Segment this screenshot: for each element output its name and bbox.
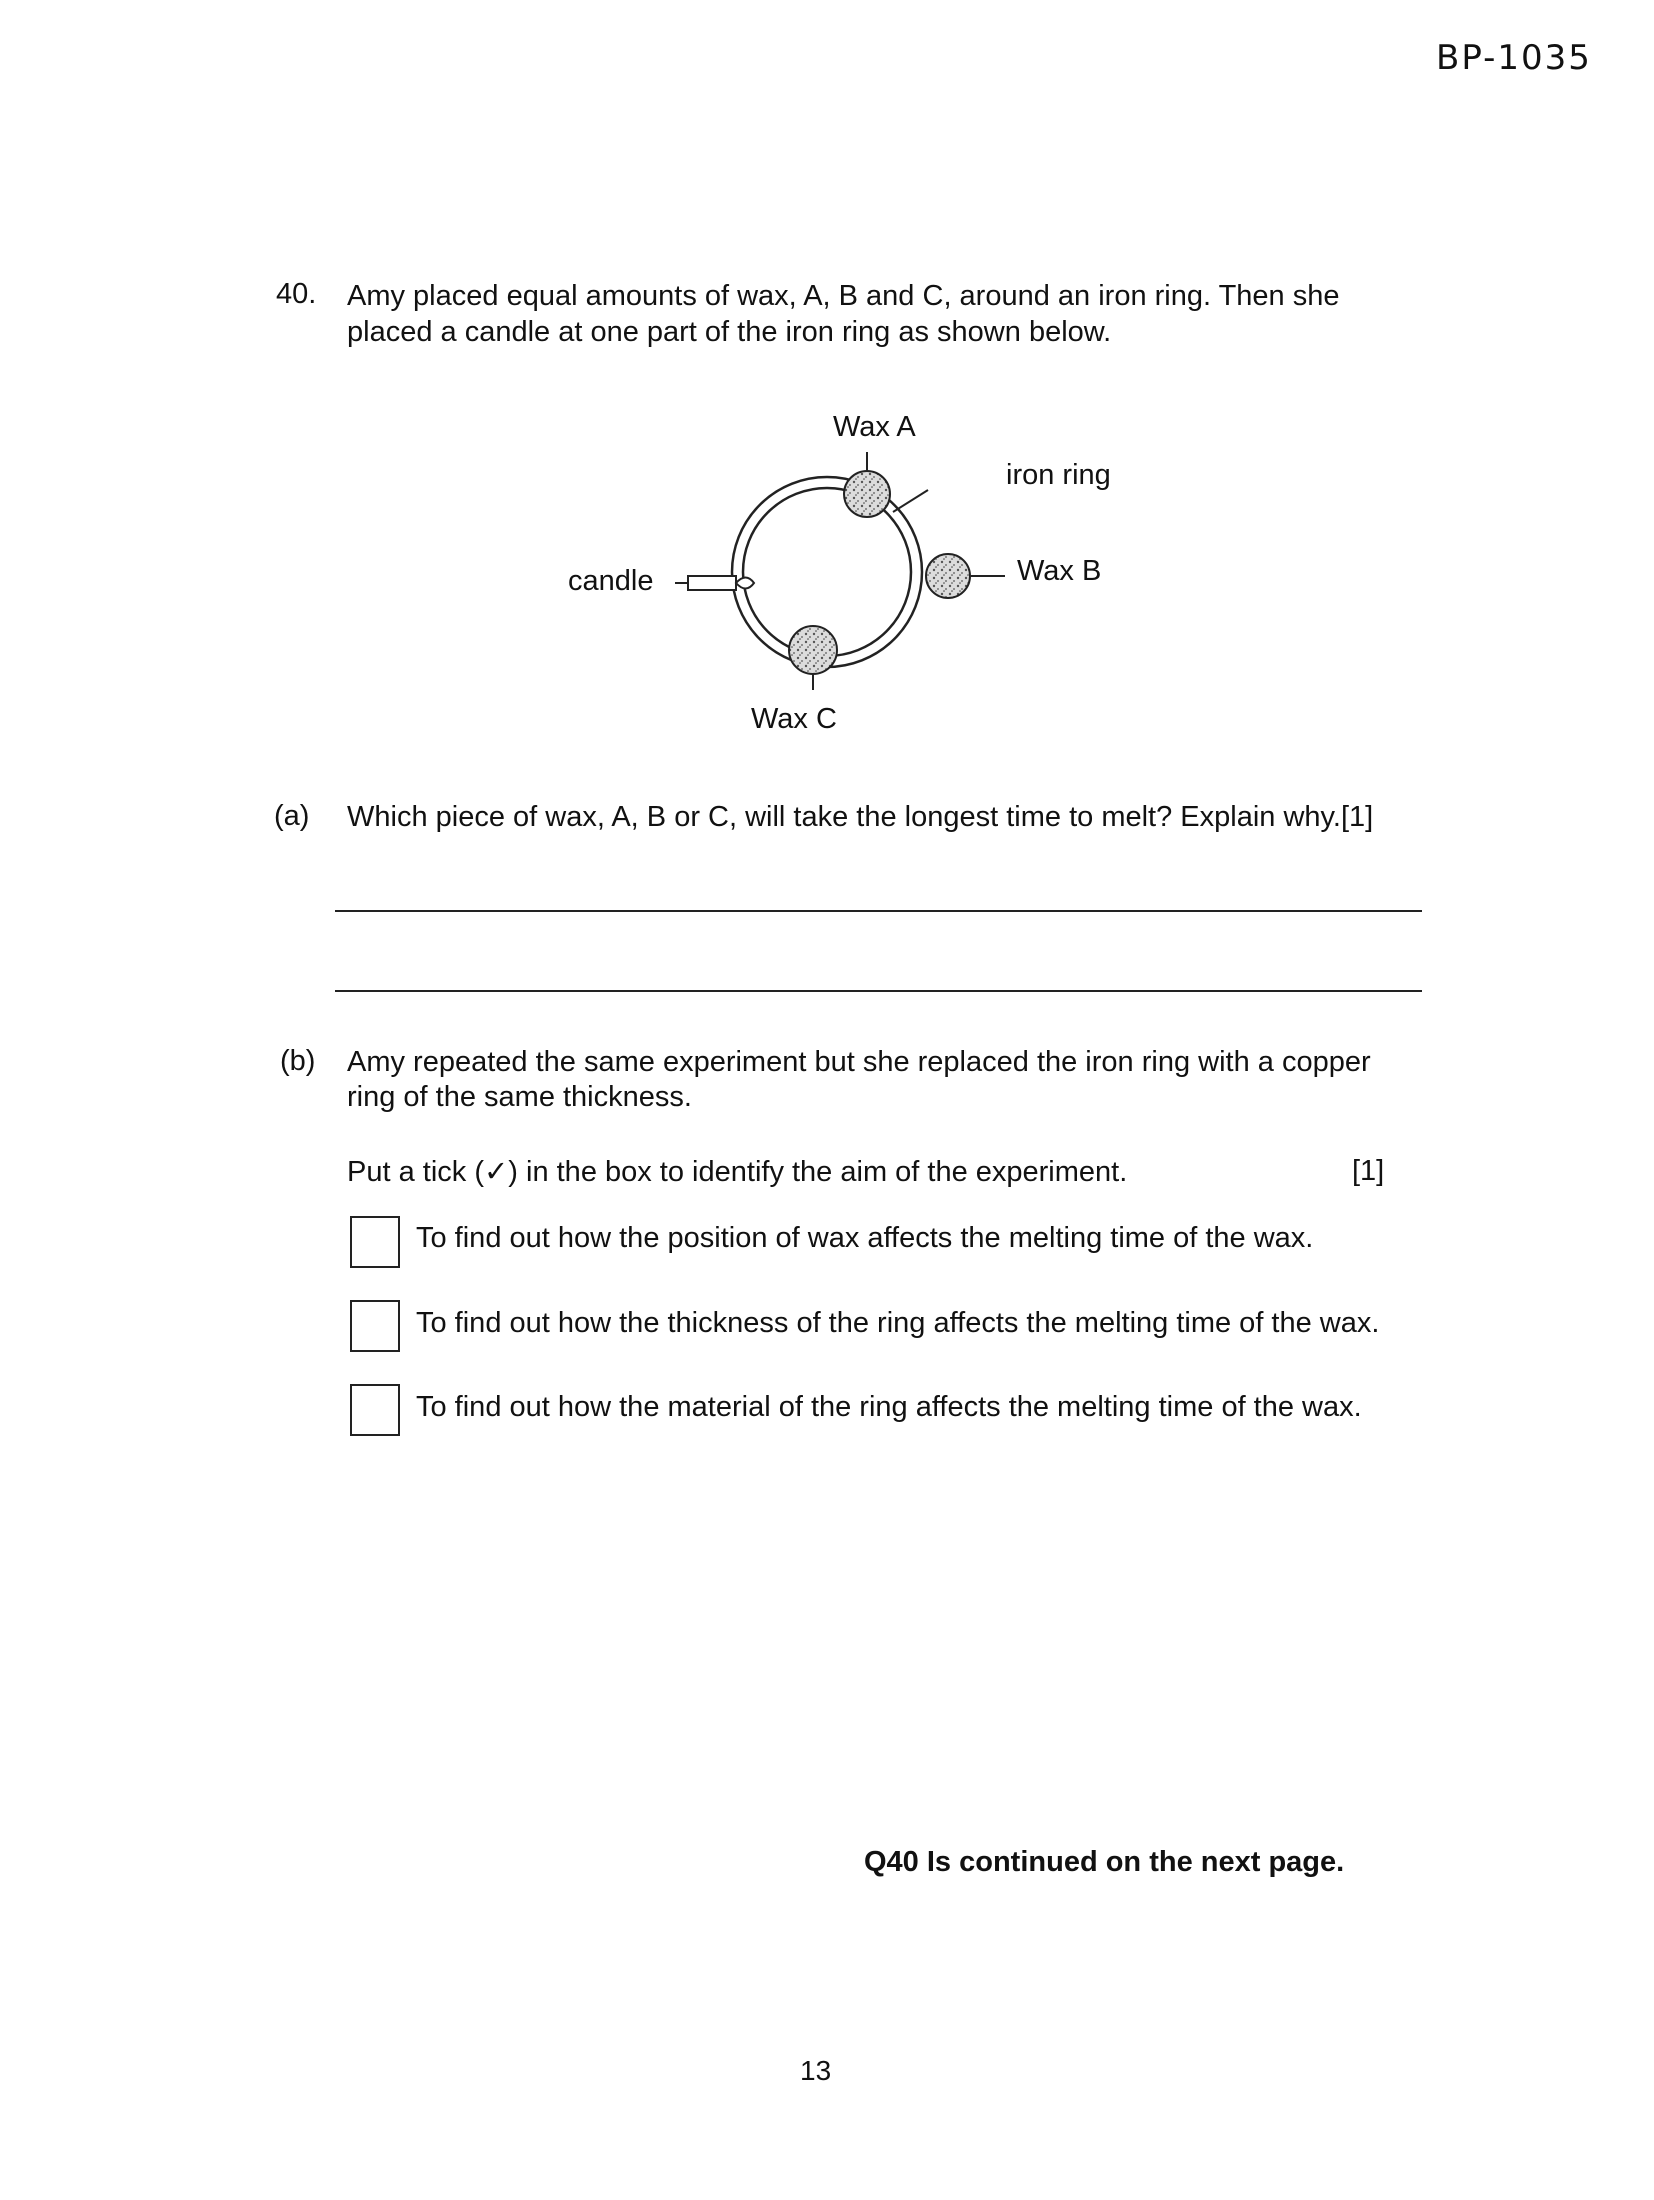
- label-wax-c: Wax C: [751, 703, 837, 735]
- page-number: 13: [800, 2055, 832, 2086]
- label-candle: candle: [568, 565, 654, 597]
- part-b-label: (b): [280, 1045, 316, 1077]
- option-2-checkbox[interactable]: [350, 1300, 400, 1352]
- answer-line-2[interactable]: [335, 990, 1422, 992]
- part-b-marks: [1]: [1352, 1155, 1385, 1187]
- candle-icon: [675, 576, 754, 590]
- part-a-label: (a): [274, 800, 310, 832]
- label-iron-ring: iron ring: [1006, 459, 1111, 491]
- option-1-text: To find out how the position of wax affects the melting time of the wax.: [416, 1222, 1314, 1254]
- option-1-checkbox[interactable]: [350, 1216, 400, 1268]
- option-3-text: To find out how the material of the ring affects the melting time of the wax.: [416, 1391, 1362, 1423]
- part-a-question: Which piece of wax, A, B or C, will take the longest time to melt? Explain why.[1]: [347, 801, 1374, 833]
- iron-ring-diagram: [540, 400, 1160, 750]
- question-stem: Amy placed equal amounts of wax, A, B and C, around an iron ring. Then she placed a candle at one part of the iron ring as shown below.: [347, 280, 1340, 348]
- continued-note: Q40 Is continued on the next page.: [864, 1846, 1345, 1878]
- label-wax-b: Wax B: [1017, 555, 1102, 587]
- label-wax-a: Wax A: [833, 411, 916, 443]
- wax-a-blob: [844, 471, 890, 517]
- option-3-checkbox[interactable]: [350, 1384, 400, 1436]
- question-number: 40.: [276, 278, 317, 310]
- option-2-text: To find out how the thickness of the ring affects the melting time of the wax.: [416, 1307, 1380, 1339]
- wax-c-blob: [789, 626, 837, 674]
- part-b-text: Amy repeated the same experiment but she replaced the iron ring with a copper ring of the same thickness.: [347, 1046, 1371, 1113]
- wax-b-blob: [926, 554, 970, 598]
- document-code: BP-1035: [1436, 38, 1592, 78]
- answer-line-1[interactable]: [335, 910, 1422, 912]
- part-b-instruction: Put a tick (✓) in the box to identify the aim of the experiment.: [347, 1156, 1128, 1188]
